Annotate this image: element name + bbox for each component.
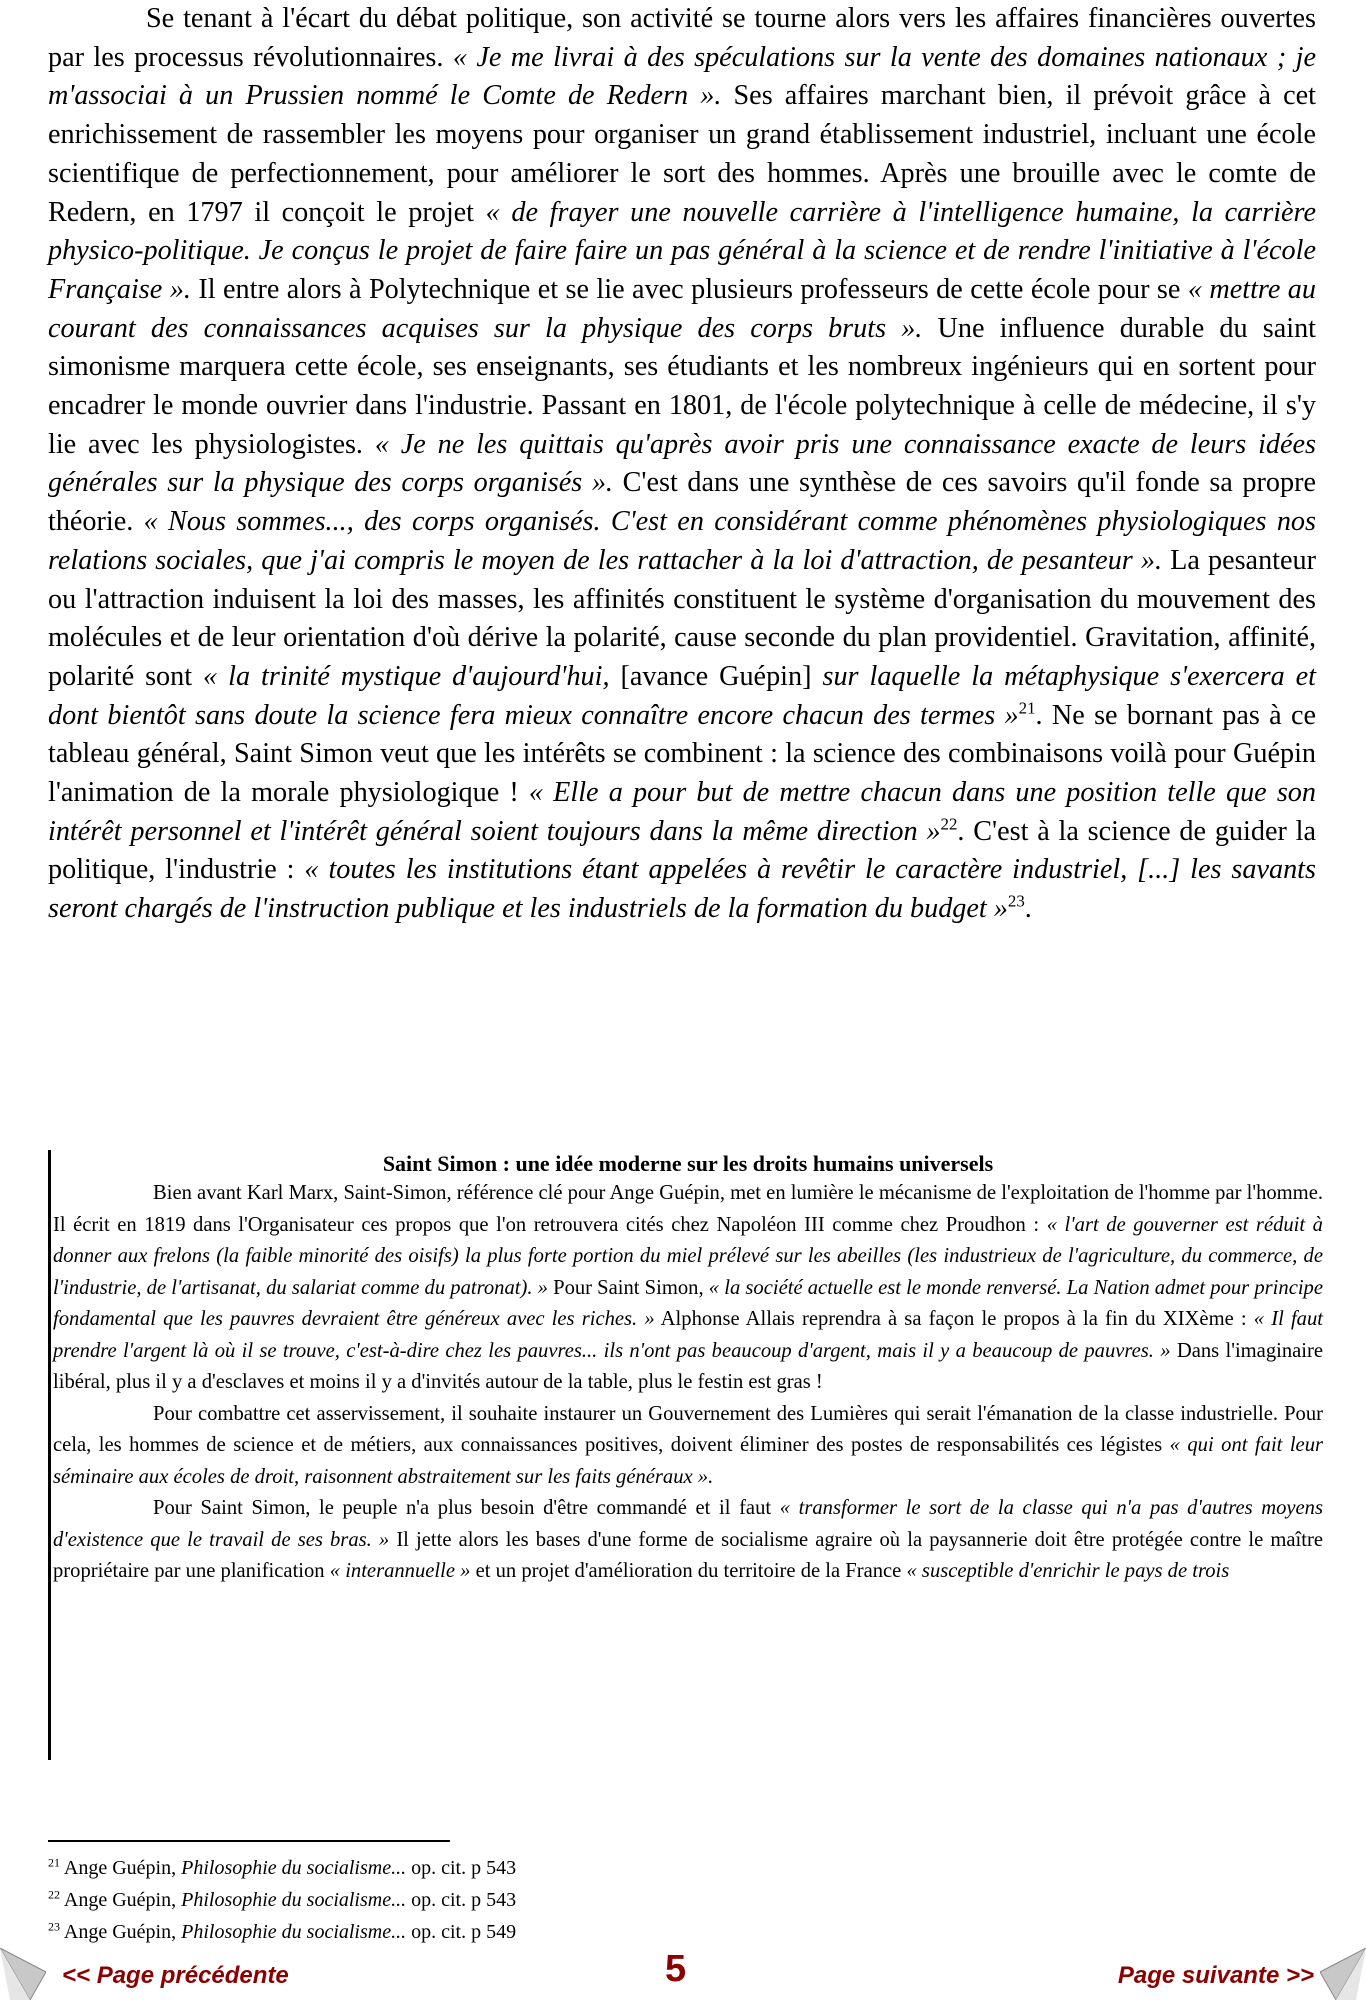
footnote-author: Ange Guépin, <box>63 1921 182 1943</box>
quote: « interannuelle » <box>329 1560 471 1582</box>
footnote-number: 23 <box>48 1919 60 1934</box>
footnote-ref[interactable]: 23 <box>1007 891 1025 911</box>
text: . C'est à la science de guider la politique, l'industrie : <box>48 815 1316 886</box>
box-paragraph <box>53 1399 1323 1494</box>
text: Dans l'imaginaire libéral, plus il y a d'esclaves et moins il y a d'invités autour de la table, plus le festin est gras ! <box>53 1339 1324 1393</box>
quote: « transformer le sort de la classe qui n'a pas d'autres moyens d'existence que le travail de ses bras. » <box>53 1497 1323 1551</box>
footnote-ref[interactable]: 21 <box>1018 698 1036 718</box>
footnotes <box>48 1852 516 1948</box>
arrow-left-icon[interactable] <box>0 1948 46 2000</box>
text: . Ne se bornant pas à ce tableau général, Saint Simon veut que les intérêts se combinent : la science des combinaisons voilà pour Guépin l'animation de la morale physiologique ! <box>48 699 1317 809</box>
quote: « la trinité mystique d'aujourd'hui, <box>203 660 610 692</box>
box-text <box>53 1178 1323 1588</box>
page-navigation <box>0 1948 1366 2000</box>
quote: sur laquelle la métaphysique s'exercera et dont bientôt sans doute la science fera mieux connaître encore chacun des termes » <box>48 660 1316 731</box>
footnote-author: Ange Guépin, <box>63 1889 182 1911</box>
footnote-title: Philosophie du socialisme... <box>181 1857 407 1879</box>
quote: « mettre au courant des connaissances acquises sur la physique des corps bruts ». <box>48 273 1316 344</box>
previous-page-link[interactable]: << Page précédente <box>62 1962 289 1989</box>
text: Bien avant Karl Marx, Saint-Simon, référence clé pour Ange Guépin, met en lumière le mécanisme de l'exploitation de l'homme par l'homme. Il écrit en 1819 dans l'Organisateur ces propos que l'on retrouvera cités chez Napoléon III comme chez Proudhon : <box>53 1182 1323 1236</box>
footnote-21 <box>48 1852 516 1884</box>
page-number: 5 <box>665 1948 687 1990</box>
text: Pour Saint Simon, <box>547 1276 709 1299</box>
page-body <box>48 0 1316 929</box>
quote: « Il faut prendre l'argent là où il se trouve, c'est-à-dire chez les pauvres... ils n'ont pas beaucoup d'argent, mais il y a beaucoup de pauvres. » <box>53 1308 1323 1362</box>
next-page-link[interactable]: Page suivante >> <box>1117 1962 1314 1989</box>
text: . <box>1024 893 1032 925</box>
main-paragraph <box>48 0 1316 929</box>
text: La pesanteur ou l'attraction induisent la loi des masses, les affinités constituent le système d'organisation du mouvement des molécules et de leur orientation d'où dérive la polarité, cause seconde du plan providentiel. Gravitation, affinité, polarité sont <box>48 544 1316 692</box>
box-paragraph <box>53 1178 1323 1399</box>
text: Pour Saint Simon, le peuple n'a plus besoin d'être commandé et il faut <box>153 1497 780 1519</box>
text: C'est dans une synthèse de ces savoirs qu'il fonde sa propre théorie. <box>48 467 1316 538</box>
text: Il entre alors à Polytechnique et se lie avec plusieurs professeurs de cette école pour se <box>190 273 1188 305</box>
text: Alphonse Allais reprendra à sa façon le propos à la fin du XIXème : <box>654 1308 1254 1330</box>
footnote-number: 21 <box>48 1855 60 1870</box>
text: [avance Guépin] <box>609 660 823 692</box>
quote: « Je ne les quittais qu'après avoir pris une connaissance exacte de leurs idées générales sur la physique des corps organisés ». <box>48 428 1316 499</box>
quote: « toutes les institutions étant appelées à revêtir le caractère industriel, [...] les savants seront chargés de l'instruction publique et les industriels de la formation du budget » <box>48 854 1316 925</box>
quote: « de frayer une nouvelle carrière à l'intelligence humaine, la carrière physico-politique. Je conçus le projet de faire faire un pas général à la science et de rendre l'initiative à l'école Française ». <box>48 196 1316 305</box>
quote: « Je me livrai à des spéculations sur la vente des domaines nationaux ; je m'associai à un Prussien nommé le Comte de Redern ». <box>48 41 1316 112</box>
box-title: Saint Simon : une idée moderne sur les droits humains universels <box>382 1151 994 1176</box>
footnote-23 <box>48 1916 516 1948</box>
footnote-ref-text: op. cit. p 549 <box>406 1921 517 1943</box>
footnote-ref[interactable]: 22 <box>940 814 958 834</box>
text: Une influence durable du saint simonisme marquera cette école, ses enseignants, ses étudiants et les nombreux ingénieurs qui en sortent pour encadrer le monde ouvrier dans l'industrie. Passant en 1801, de l'école polytechnique à celle de médecine, il s'y lie avec les physiologistes. <box>48 312 1316 460</box>
footnote-ref-text: op. cit. p 543 <box>406 1889 517 1911</box>
quote: « l'art de gouverner est réduit à donner aux frelons (la faible minorité des oisifs) la plus forte portion du miel prélevé sur les abeilles (les industrieux de l'agriculture, du commerce, de l'industrie, de l'artisanat, du salariat comme du patronat). » <box>53 1213 1323 1299</box>
quote: « susceptible d'enrichir le pays de trois <box>906 1560 1230 1582</box>
footnote-number: 22 <box>48 1887 60 1902</box>
footnote-title: Philosophie du socialisme... <box>181 1921 407 1943</box>
text: et un projet d'amélioration du territoire de la France <box>470 1560 907 1582</box>
text: Pour combattre cet asservissement, il souhaite instaurer un Gouvernement des Lumières qui serait l'émanation de la classe industrielle. Pour cela, les hommes de science et de métiers, aux connaissances positives, doivent éliminer des postes de responsabilités ces légistes <box>53 1402 1323 1456</box>
quote: « Elle a pour but de mettre chacun dans une position telle que son intérêt personnel et l'intérêt général soient toujours dans la même direction » <box>48 777 1316 847</box>
footnote-author: Ange Guépin, <box>63 1857 182 1879</box>
box-paragraph <box>53 1493 1323 1588</box>
footnote-ref-text: op. cit. p 543 <box>406 1857 517 1879</box>
footnote-title: Philosophie du socialisme... <box>181 1889 407 1911</box>
quote: « Nous sommes..., des corps organisés. C'est en considérant comme phénomènes physiologiques nos relations sociales, que j'ai compris le moyen de les rattacher à la loi d'attraction, de pesanteur ». <box>48 506 1316 576</box>
footnote-22 <box>48 1884 516 1916</box>
sidebar-box <box>48 1150 1323 1760</box>
arrow-right-icon[interactable] <box>1320 1948 1366 2000</box>
text: Ses affaires marchant bien, il prévoit grâce à cet enrichissement de rassembler les moyens pour organiser un grand établissement industriel, incluant une école scientifique de perfectionnement, pour améliorer le sort des hommes. Après une brouille avec le comte de Redern, en 1797 il conçoit le projet <box>48 80 1316 228</box>
footnote-divider <box>48 1840 450 1842</box>
text: Se tenant à l'écart du débat politique, son activité se tourne alors vers les affaires financières ouvertes par les processus révolutionnaires. <box>48 3 1316 73</box>
quote: « qui ont fait leur séminaire aux écoles de droit, raisonnent abstraitement sur les faits généraux ». <box>53 1434 1324 1488</box>
text: Il jette alors les bases d'une forme de socialisme agraire où la paysannerie doit être protégée contre le maître propriétaire par une planification <box>53 1528 1323 1582</box>
quote: « la société actuelle est le monde renversé. La Nation admet pour principe fondamental que les pauvres devraient être généreux avec les riches. » <box>53 1276 1323 1330</box>
